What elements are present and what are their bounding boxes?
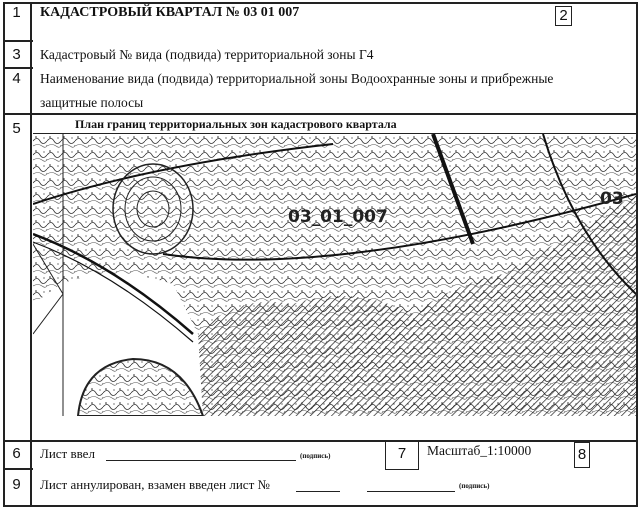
row-number-3: 3: [12, 46, 21, 63]
map-drawing: [33, 134, 636, 416]
divider: [3, 468, 33, 470]
signature-caption: (подпись): [300, 452, 331, 460]
row-number-5: 5: [12, 120, 21, 137]
row-number-4: 4: [12, 70, 21, 87]
zone-type-name-line1: Наименование вида (подвида) территориальной зоны Водоохранные зоны и прибрежные: [40, 71, 554, 86]
zone-type-name-line2: защитные полосы: [40, 95, 144, 110]
map-heading: План границ территориальных зон кадастрового квартала: [75, 117, 397, 131]
divider: [3, 40, 33, 42]
sheet-number-line[interactable]: [296, 491, 340, 492]
divider: [3, 113, 638, 115]
divider: [3, 67, 33, 69]
scale-label: Масштаб_1:10000: [427, 443, 532, 458]
field-box-8: 8: [574, 442, 590, 468]
row-number-6: 6: [12, 445, 21, 462]
sheet-entered-label: Лист ввел: [40, 446, 95, 461]
quarter-label: 03_01_007: [288, 207, 388, 227]
zone-type-number: Кадастровый № вида (подвида) территориальной зоны Г4: [40, 47, 374, 62]
signature-line[interactable]: [106, 460, 296, 461]
field-box-2: 2: [555, 6, 572, 26]
signature-caption: (подпись): [459, 482, 490, 490]
sheet-annulled-label: Лист аннулирован, взамен введен лист №: [40, 477, 270, 492]
divider: [3, 440, 638, 442]
row-number-9: 9: [12, 476, 21, 493]
field-box-7: 7: [385, 440, 419, 470]
cadastral-map: [33, 134, 636, 416]
signature-line[interactable]: [367, 491, 455, 492]
quarter-title: КАДАСТРОВЫЙ КВАРТАЛ № 03 01 007: [40, 5, 300, 20]
neighbor-quarter-label: 03: [600, 189, 624, 209]
row-number-1: 1: [12, 4, 21, 21]
